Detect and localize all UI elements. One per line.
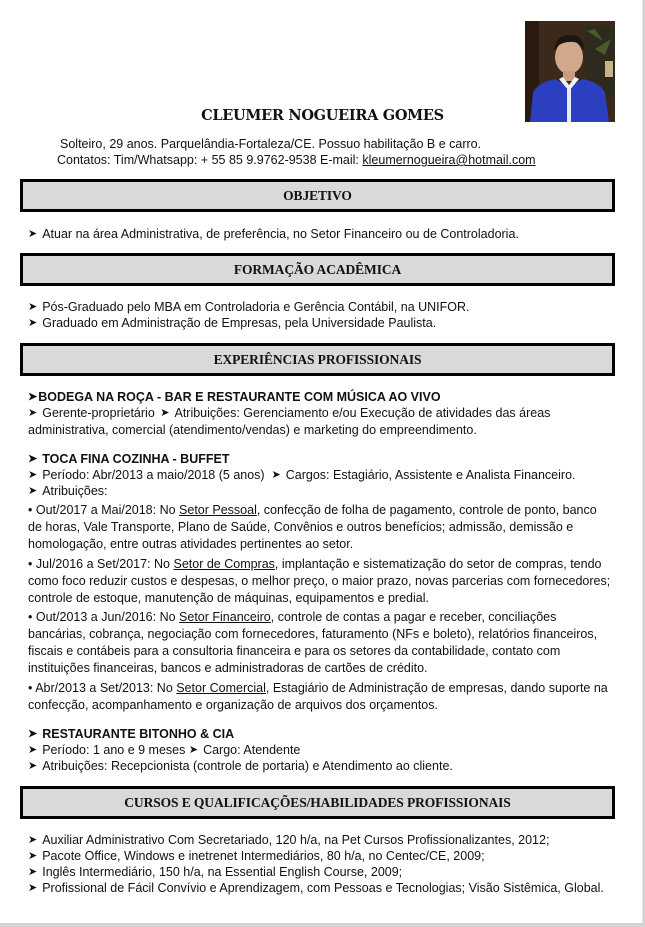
section-header-experiencias: EXPERIÊNCIAS PROFISSIONAIS bbox=[20, 343, 615, 376]
arrow-bullet-icon: ➤ bbox=[28, 882, 38, 894]
arrow-bullet-icon: ➤ bbox=[271, 469, 281, 481]
email-link[interactable]: kleumernogueira@hotmail.com bbox=[362, 153, 536, 167]
entry-prefix: Jul/2016 a Set/2017: No bbox=[35, 557, 174, 571]
duties-label: Atribuições: bbox=[174, 406, 240, 420]
curso-text: Pacote Office, Windows e inetrenet Intermediários, 80 h/a, no Centec/CE, 2009; bbox=[42, 849, 485, 863]
duty-entry-setor-pessoal bbox=[28, 502, 613, 553]
bullet-icon: • bbox=[28, 557, 33, 571]
entry-text: , Estagiário de Administração de empresas, dando suporte na confecção, acompanhamento e organização de arquivos dos orçamentos. bbox=[28, 681, 608, 712]
entry-prefix: Out/2013 a Jun/2016: No bbox=[35, 610, 180, 624]
arrow-bullet-icon: ➤ bbox=[28, 850, 38, 862]
arrow-bullet-icon: ➤ bbox=[28, 391, 38, 403]
job-role: Cargo: Atendente bbox=[203, 743, 301, 757]
duties-text: Atribuições: Recepcionista (controle de portaria) e Atendimento ao cliente. bbox=[42, 759, 453, 773]
company-name: RESTAURANTE BITONHO & CIA bbox=[42, 727, 235, 741]
entry-prefix: Out/2017 a Mai/2018: No bbox=[35, 503, 180, 517]
section-header-formacao: FORMAÇÃO ACADÊMICA bbox=[20, 253, 615, 286]
curso-item bbox=[28, 832, 549, 849]
job-company bbox=[28, 389, 441, 406]
arrow-bullet-icon: ➤ bbox=[28, 453, 38, 465]
job-description bbox=[28, 405, 613, 438]
formacao-text: Pós-Graduado pelo MBA em Controladoria e Gerência Contábil, na UNIFOR. bbox=[42, 300, 470, 314]
bullet-icon: • bbox=[28, 610, 33, 624]
contacts-line bbox=[57, 152, 536, 168]
entry-sector: Setor de Compras bbox=[173, 557, 275, 571]
duties-label: Atribuições: bbox=[42, 484, 108, 498]
duty-entry-setor-financeiro bbox=[28, 609, 613, 677]
arrow-bullet-icon: ➤ bbox=[28, 317, 38, 329]
entry-text: , confecção de folha de pagamento, controle de ponto, banco de horas, Vale Transporte, Plano de Saúde, Convênios e outros benefícios; admissão, demissão e homologação, entre outras atividades pertinentes ao setor. bbox=[28, 503, 597, 551]
duty-entry-setor-compras bbox=[28, 556, 613, 607]
personal-info: Solteiro, 29 anos. Parquelândia-Fortaleza/CE. Possuo habilitação B e carro. bbox=[60, 137, 482, 151]
company-name: BODEGA NA ROÇA - BAR E RESTAURANTE COM MÚSICA AO VIVO bbox=[38, 390, 441, 404]
entry-sector: Setor Pessoal bbox=[179, 503, 257, 517]
curso-text: Profissional de Fácil Convívio e Aprendizagem, com Pessoas e Tecnologias; Visão Sistêmica, Global. bbox=[42, 881, 604, 895]
job-role: Gerente-proprietário bbox=[42, 406, 155, 420]
job-company bbox=[28, 726, 234, 743]
arrow-bullet-icon: ➤ bbox=[28, 760, 38, 772]
curso-item bbox=[28, 880, 613, 897]
formacao-item bbox=[28, 315, 436, 332]
job-period: Período: 1 ano e 9 meses bbox=[42, 743, 186, 757]
arrow-bullet-icon: ➤ bbox=[28, 228, 38, 240]
job-period-role bbox=[28, 742, 300, 759]
curso-text: Inglês Intermediário, 150 h/a, na Essential English Course, 2009; bbox=[42, 865, 403, 879]
bullet-icon: • bbox=[28, 503, 33, 517]
candidate-name: CLEUMER NOGUEIRA GOMES bbox=[201, 107, 444, 124]
arrow-bullet-icon: ➤ bbox=[160, 407, 170, 419]
arrow-bullet-icon: ➤ bbox=[188, 744, 199, 756]
section-header-objetivo: OBJETIVO bbox=[20, 179, 615, 212]
curso-item bbox=[28, 864, 402, 881]
job-roles: Cargos: Estagiário, Assistente e Analista Financeiro. bbox=[285, 468, 576, 482]
bullet-icon: • bbox=[28, 681, 33, 695]
duties-text: Gerenciamento e/ou Execução de atividades das áreas administrativa, comercial (atendimento/vendas) e marketing do empreendimento. bbox=[28, 406, 551, 437]
company-name: TOCA FINA COZINHA - BUFFET bbox=[42, 452, 230, 466]
job-period-roles bbox=[28, 467, 576, 484]
arrow-bullet-icon: ➤ bbox=[28, 485, 38, 497]
job-company bbox=[28, 451, 229, 468]
objetivo-item bbox=[28, 226, 519, 243]
contacts-label: Contatos: Tim/Whatsapp: + 55 85 9.9762-9538 E-mail: bbox=[57, 153, 363, 167]
arrow-bullet-icon: ➤ bbox=[28, 744, 38, 756]
entry-text: , implantação e sistematização do setor de compras, tendo como foco reduzir custos e despesas, o melhor preço, o maior prazo, novas parcerias com fornecedores; controle de estoque, manutenção de máquinas, equipamentos e predial. bbox=[28, 557, 611, 605]
entry-text: , controle de contas a pagar e receber, conciliações bancárias, cobrança, negociação com fornecedores, faturamento (NFs e boleto), relatórios financeiros, fiscais e contábeis para a consultoria financeira e para os setores da contabilidade, contato com instituições financeiras, bancos e administradoras de cartões de crédito. bbox=[28, 610, 598, 675]
curso-item bbox=[28, 848, 485, 865]
objetivo-text: Atuar na área Administrativa, de preferência, no Setor Financeiro ou de Controladoria. bbox=[42, 227, 519, 241]
arrow-bullet-icon: ➤ bbox=[28, 469, 38, 481]
entry-sector: Setor Financeiro bbox=[179, 610, 271, 624]
job-period: Período: Abr/2013 a maio/2018 (5 anos) bbox=[42, 468, 265, 482]
arrow-bullet-icon: ➤ bbox=[28, 301, 38, 313]
arrow-bullet-icon: ➤ bbox=[28, 866, 38, 878]
entry-prefix: Abr/2013 a Set/2013: No bbox=[35, 681, 177, 695]
entry-sector: Setor Comercial bbox=[176, 681, 266, 695]
curso-text: Auxiliar Administrativo Com Secretariado, 120 h/a, na Pet Cursos Profissionalizantes, 2012; bbox=[42, 833, 550, 847]
formacao-item bbox=[28, 299, 470, 316]
job-duties bbox=[28, 758, 453, 775]
formacao-text: Graduado em Administração de Empresas, pela Universidade Paulista. bbox=[42, 316, 437, 330]
arrow-bullet-icon: ➤ bbox=[28, 728, 38, 740]
section-header-cursos: CURSOS E QUALIFICAÇÕES/HABILIDADES PROFISSIONAIS bbox=[20, 786, 615, 819]
duty-entry-setor-comercial bbox=[28, 680, 613, 714]
arrow-bullet-icon: ➤ bbox=[28, 407, 38, 419]
arrow-bullet-icon: ➤ bbox=[28, 834, 38, 846]
job-duties-label bbox=[28, 483, 108, 500]
